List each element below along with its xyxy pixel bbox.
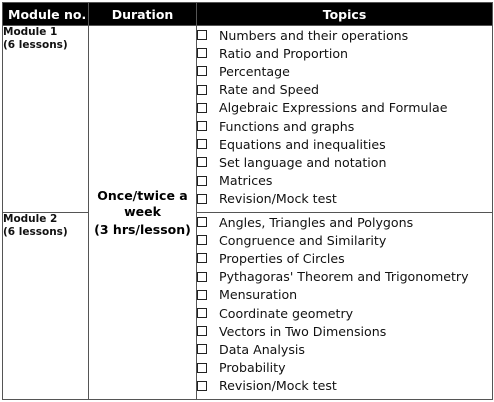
topic-label: Pythagoras' Theorem and Trigonometry — [219, 269, 469, 285]
topic-item — [197, 117, 492, 135]
module-cell — [3, 26, 89, 213]
topics-cell — [197, 213, 493, 400]
checkbox-icon — [197, 272, 207, 282]
checkbox-icon — [197, 253, 207, 263]
topic-label: Rate and Speed — [219, 82, 320, 98]
topic-item — [197, 135, 492, 153]
checkbox-icon — [197, 66, 207, 76]
checkbox-icon — [197, 157, 207, 167]
topic-item — [197, 81, 492, 99]
module-lessons: (6 lessons) — [3, 226, 68, 238]
topic-label: Revision/Mock test — [219, 191, 337, 207]
topic-item — [197, 153, 492, 171]
topic-label: Equations and inequalities — [219, 136, 386, 152]
topic-label: Properties of Circles — [219, 250, 345, 266]
checkbox-icon — [197, 85, 207, 95]
topic-label: Coordinate geometry — [219, 305, 354, 321]
module-column-header: Module no. — [3, 3, 89, 26]
topic-label: Congruence and Similarity — [219, 232, 387, 248]
topic-label: Algebraic Expressions and Formulae — [219, 100, 448, 116]
topic-label: Probability — [219, 360, 286, 376]
duration-hours: (3 hrs/lesson) — [94, 221, 191, 237]
topic-label: Numbers and their operations — [219, 27, 409, 43]
topic-item — [197, 377, 492, 395]
module-row — [3, 26, 493, 213]
topic-label: Vectors in Two Dimensions — [219, 323, 387, 339]
topic-item — [197, 99, 492, 117]
topic-item — [197, 44, 492, 62]
topic-label: Revision/Mock test — [219, 378, 337, 394]
checkbox-icon — [197, 176, 207, 186]
topic-item — [197, 249, 492, 267]
topic-label: Set language and notation — [219, 154, 387, 170]
checkbox-icon — [197, 121, 207, 131]
topic-label: Angles, Triangles and Polygons — [219, 214, 414, 230]
topic-item — [197, 213, 492, 231]
checkbox-icon — [197, 217, 207, 227]
topic-item — [197, 340, 492, 358]
topic-item — [197, 304, 492, 322]
topic-label: Ratio and Proportion — [219, 45, 349, 61]
duration-column-header: Duration — [89, 3, 197, 26]
module-lessons: (6 lessons) — [3, 39, 68, 51]
module-name: Module 2 — [3, 213, 58, 225]
topic-label: Percentage — [219, 63, 290, 79]
topics-cell — [197, 26, 493, 213]
topic-list — [197, 26, 492, 208]
duration-frequency: Once/twice a week — [97, 187, 188, 219]
checkbox-icon — [197, 139, 207, 149]
topic-item — [197, 322, 492, 340]
checkbox-icon — [197, 30, 207, 40]
topic-item — [197, 62, 492, 80]
topic-item — [197, 172, 492, 190]
checkbox-icon — [197, 194, 207, 204]
checkbox-icon — [197, 344, 207, 354]
checkbox-icon — [197, 103, 207, 113]
topic-item — [197, 231, 492, 249]
checkbox-icon — [197, 381, 207, 391]
module-cell — [3, 213, 89, 400]
topic-item — [197, 268, 492, 286]
topic-item — [197, 359, 492, 377]
topic-item — [197, 26, 492, 44]
course-schedule-table — [2, 2, 493, 400]
topic-label: Functions and graphs — [219, 118, 355, 134]
module-row — [3, 213, 493, 400]
topic-label: Data Analysis — [219, 341, 305, 357]
duration-cell — [89, 26, 197, 400]
topic-list — [197, 213, 492, 395]
checkbox-icon — [197, 235, 207, 245]
checkbox-icon — [197, 326, 207, 336]
checkbox-icon — [197, 363, 207, 373]
topic-label: Mensuration — [219, 287, 298, 303]
header-row — [3, 3, 493, 26]
topic-item — [197, 190, 492, 208]
checkbox-icon — [197, 48, 207, 58]
module-name: Module 1 — [3, 26, 58, 38]
topic-label: Matrices — [219, 173, 273, 189]
topic-item — [197, 286, 492, 304]
topics-column-header: Topics — [197, 3, 493, 26]
checkbox-icon — [197, 308, 207, 318]
checkbox-icon — [197, 290, 207, 300]
